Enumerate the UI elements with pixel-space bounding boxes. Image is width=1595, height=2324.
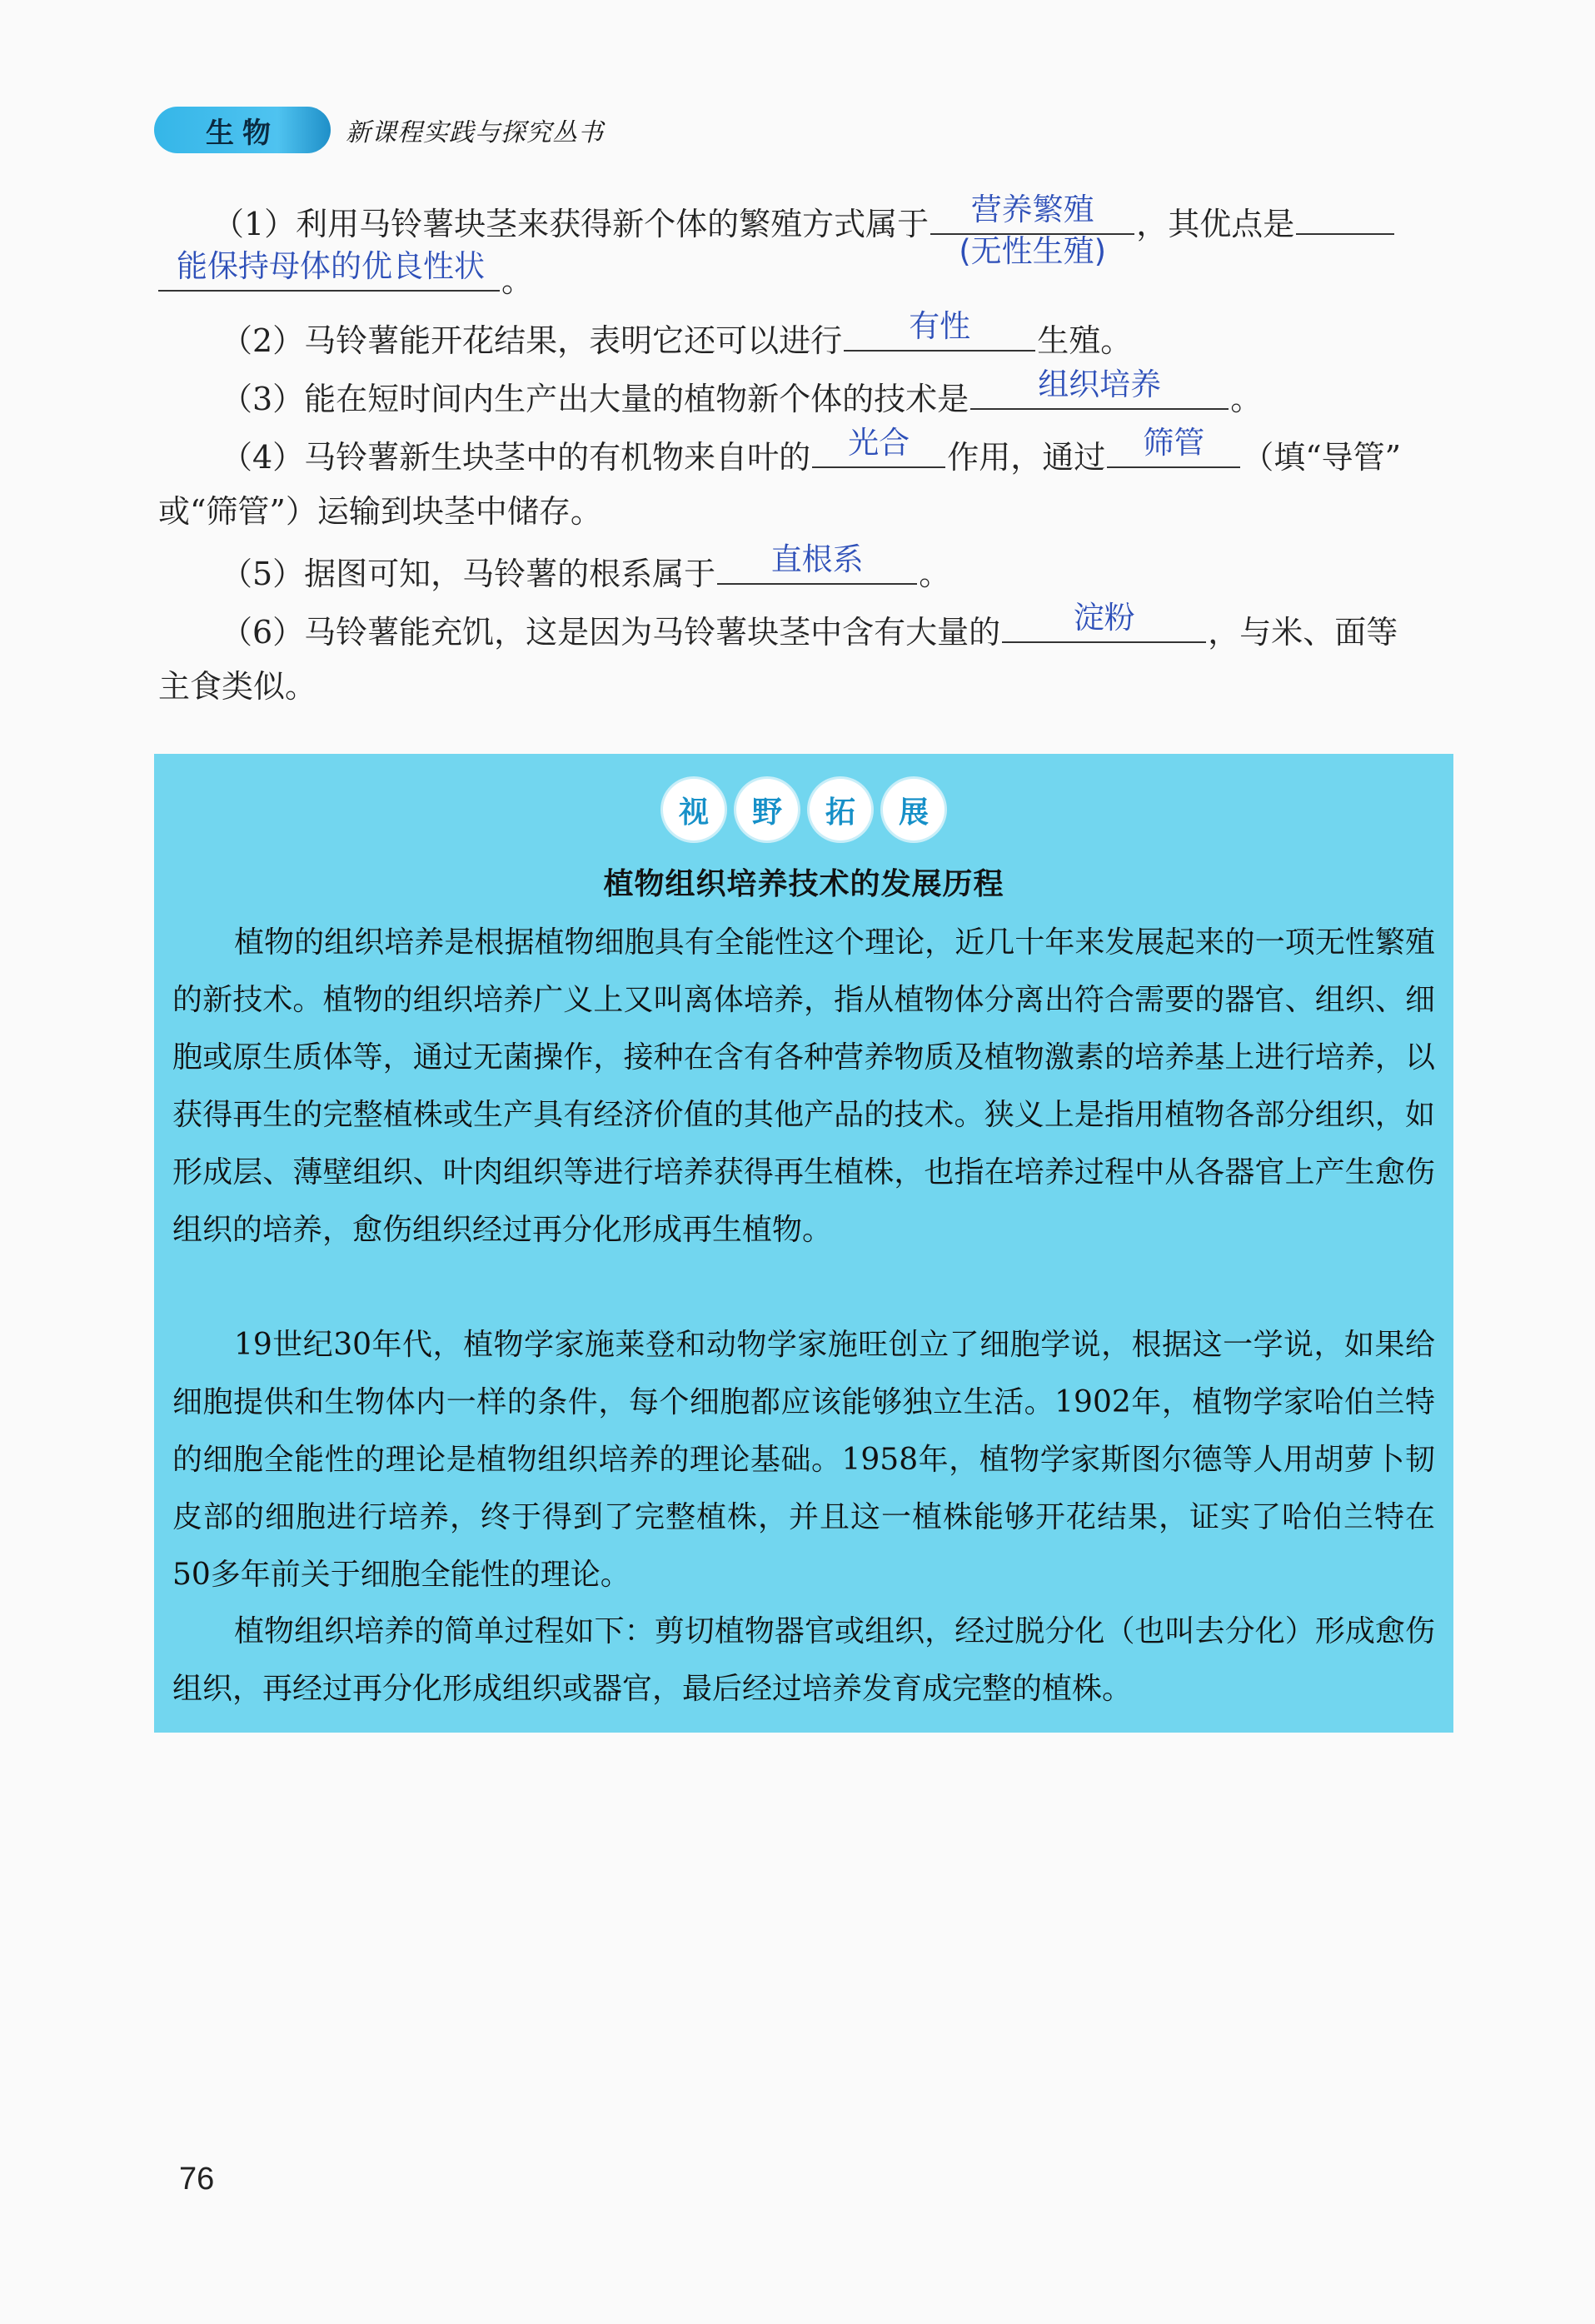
q1-prefix: （1）利用马铃薯块茎来获得新个体的繁殖方式属于 bbox=[212, 206, 930, 242]
q5-prefix: （5）据图可知，马铃薯的根系属于 bbox=[221, 556, 716, 592]
q1-answer-a-line2: (无性生殖) bbox=[959, 233, 1107, 269]
q1-blank-a bbox=[930, 192, 1134, 269]
badge-circle bbox=[810, 779, 871, 840]
badge-char: 野 bbox=[751, 795, 782, 830]
q5-answer: 直根系 bbox=[770, 541, 864, 577]
q4-blank-a bbox=[812, 425, 945, 468]
extension-paragraph-2: 19世纪30年代，植物学家施莱登和动物学家施旺创立了细胞学说，根据这一学说，如果给细胞提供和生物体内一样的条件，每个细胞都应该能够独立生活。1902年，植物学家哈伯兰特的细胞全能性的理论是植物组织培养的理论基础。1958年，植物学家斯图尔德等人用胡萝卜韧皮部的细胞进行培养，终于得到了完整植株，并且这一植株能够开花结果，证实了哈伯兰特在50多年前关于细胞全能性的理论。 bbox=[172, 1328, 1435, 1592]
q6-suffix: ，与米、面等 bbox=[1208, 614, 1398, 651]
q2-answer: 有性 bbox=[909, 308, 971, 344]
q3-answer: 组织培养 bbox=[1038, 367, 1162, 402]
q1-blank-b-start bbox=[1296, 192, 1394, 235]
q1-end: 。 bbox=[501, 262, 534, 299]
q3-blank bbox=[970, 367, 1229, 410]
q3-prefix: （3）能在短时间内生产出大量的植物新个体的技术是 bbox=[221, 381, 969, 417]
q6-answer: 淀粉 bbox=[1073, 600, 1135, 636]
extension-title: 植物组织培养技术的发展历程 bbox=[603, 867, 1004, 901]
extension-paragraph-3: 植物组织培养的简单过程如下：剪切植物器官或组织，经过脱分化（也叫去分化）形成愈伤组织，再经过再分化形成组织或器官，最后经过培养发育成完整的植株。 bbox=[172, 1614, 1435, 1706]
question-4-line2 bbox=[158, 483, 1453, 540]
series-title: 新课程实践与探究丛书 bbox=[346, 118, 604, 147]
extension-box bbox=[154, 754, 1453, 1733]
q1-answer-a-line1: 营养繁殖 bbox=[970, 192, 1094, 227]
q5-suffix: 。 bbox=[919, 556, 951, 592]
badge-char: 展 bbox=[898, 795, 929, 830]
badge-circle bbox=[663, 779, 725, 840]
question-6-line2 bbox=[158, 658, 1453, 715]
q4-suffix: （填“导管” bbox=[1242, 439, 1402, 476]
question-3 bbox=[221, 367, 1453, 427]
q6-line2: 主食类似。 bbox=[158, 668, 317, 705]
q5-blank bbox=[717, 541, 917, 585]
q4-answer-b: 筛管 bbox=[1143, 425, 1205, 461]
extension-badges bbox=[154, 779, 1453, 840]
badge-circle bbox=[883, 779, 945, 840]
q4-mid: 作用，通过 bbox=[947, 439, 1106, 476]
q2-suffix: 生殖。 bbox=[1037, 322, 1133, 359]
q2-blank bbox=[844, 308, 1035, 352]
extension-paragraph-1: 植物的组织培养是根据植物细胞具有全能性这个理论，近几十年来发展起来的一项无性繁殖的新技术。植物的组织培养广义上又叫离体培养，指从植物体分离出符合需要的器官、组织、细胞或原生质体等，通过无菌操作，接种在含有各种营养物质及植物激素的培养基上进行培养，以获得再生的完整植株或生产具有经济价值的其他产品的技术。狭义上是指用植物各部分组织，如形成层、薄壁组织、叶肉组织等进行培养获得再生植株，也指在培养过程中从各器官上产生愈伤组织的培养，愈伤组织经过再分化形成再生植物。 bbox=[172, 925, 1435, 1247]
q2-prefix: （2）马铃薯能开花结果，表明它还可以进行 bbox=[221, 322, 843, 359]
question-2 bbox=[221, 308, 1453, 369]
question-5 bbox=[221, 541, 1453, 602]
badge-circle bbox=[736, 779, 798, 840]
q6-prefix: （6）马铃薯能充饥，这是因为马铃薯块茎中含有大量的 bbox=[221, 614, 1001, 651]
q4-blank-b bbox=[1107, 425, 1240, 468]
q6-blank bbox=[1002, 600, 1206, 643]
q1-mid: ，其优点是 bbox=[1136, 206, 1295, 242]
subject-tab: 生物 bbox=[154, 107, 331, 153]
question-4 bbox=[221, 425, 1453, 486]
question-6 bbox=[221, 600, 1453, 661]
page-number: 76 bbox=[179, 2162, 215, 2197]
badge-char: 拓 bbox=[825, 795, 855, 830]
q1-blank-b bbox=[158, 248, 500, 292]
q3-suffix: 。 bbox=[1230, 381, 1263, 417]
question-1-line2 bbox=[158, 248, 1453, 309]
q4-answer-a: 光合 bbox=[848, 425, 910, 461]
q4-line2: 或“筛管”）运输到块茎中储存。 bbox=[158, 493, 602, 530]
q4-prefix: （4）马铃薯新生块茎中的有机物来自叶的 bbox=[221, 439, 811, 476]
page-header bbox=[154, 107, 604, 153]
q1-answer-b: 能保持母体的优良性状 bbox=[177, 248, 485, 284]
badge-char: 视 bbox=[678, 795, 709, 830]
